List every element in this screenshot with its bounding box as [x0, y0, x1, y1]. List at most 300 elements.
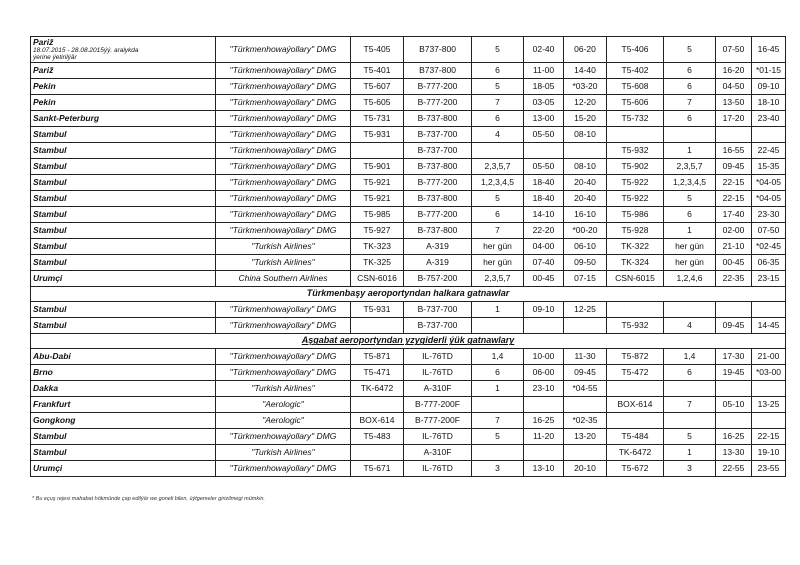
arrival-back-cell: 23-30 [752, 207, 786, 223]
aircraft-cell: B-737-700 [404, 143, 472, 159]
city-cell: Stambul [31, 159, 216, 175]
table-row [31, 191, 786, 207]
city-note: ýerine ýetirilýär [33, 53, 77, 61]
arrival-back-cell [752, 381, 786, 397]
section-title: Aşgabat aeroportyndan yzygiderli ýük gatnawlary [31, 334, 786, 349]
departure-back-cell: 09-45 [716, 159, 752, 175]
airline-cell: "Türkmenhowaýollary" DMG [216, 127, 351, 143]
arrival-cell [564, 143, 607, 159]
arrival-back-cell: 23-55 [752, 461, 786, 477]
flight-out-cell: T5-405 [351, 37, 404, 63]
departure-cell: 02-40 [524, 37, 564, 63]
arrival-cell: 20-10 [564, 461, 607, 477]
arrival-back-cell: *01-15 [752, 63, 786, 79]
flight-schedule-table [30, 36, 786, 477]
departure-cell: 11-00 [524, 63, 564, 79]
departure-cell: 05-50 [524, 127, 564, 143]
city-cell: Urumçi [31, 271, 216, 287]
arrival-back-cell: 07-50 [752, 223, 786, 239]
days-out-cell [472, 143, 524, 159]
days-out-cell: 7 [472, 95, 524, 111]
table-row [31, 429, 786, 445]
city-cell: Stambul [31, 143, 216, 159]
departure-back-cell: 04-50 [716, 79, 752, 95]
city-cell: Stambul [31, 223, 216, 239]
airline-cell: "Turkish Airlines" [216, 255, 351, 271]
airline-cell: "Türkmenhowaýollary" DMG [216, 302, 351, 318]
days-out-cell [472, 397, 524, 413]
flight-back-cell: T5-608 [607, 79, 664, 95]
flight-out-cell: T5-901 [351, 159, 404, 175]
city-cell [31, 37, 216, 63]
flight-back-cell: T5-732 [607, 111, 664, 127]
departure-cell: 13-10 [524, 461, 564, 477]
arrival-back-cell: 21-00 [752, 349, 786, 365]
arrival-cell: 12-20 [564, 95, 607, 111]
aircraft-cell: IL-76TD [404, 429, 472, 445]
departure-cell: 18-40 [524, 175, 564, 191]
arrival-cell [564, 318, 607, 334]
city-cell: Pekin [31, 95, 216, 111]
airline-cell: "Türkmenhowaýollary" DMG [216, 159, 351, 175]
airline-cell: "Türkmenhowaýollary" DMG [216, 461, 351, 477]
departure-back-cell: 09-45 [716, 318, 752, 334]
city-cell: Frankfurt [31, 397, 216, 413]
airline-cell: "Turkish Airlines" [216, 239, 351, 255]
days-back-cell: 7 [664, 397, 716, 413]
arrival-cell: 09-45 [564, 365, 607, 381]
table-row [31, 175, 786, 191]
arrival-back-cell: 19-10 [752, 445, 786, 461]
table-row [31, 349, 786, 365]
days-out-cell [472, 318, 524, 334]
airline-cell: "Türkmenhowaýollary" DMG [216, 223, 351, 239]
arrival-back-cell: 15-35 [752, 159, 786, 175]
days-back-cell: 2,3,5,7 [664, 159, 716, 175]
arrival-cell: 08-10 [564, 127, 607, 143]
table-row [31, 381, 786, 397]
departure-cell: 14-10 [524, 207, 564, 223]
departure-back-cell: 16-55 [716, 143, 752, 159]
aircraft-cell: B-737-700 [404, 318, 472, 334]
arrival-cell: *04-55 [564, 381, 607, 397]
arrival-cell: 08-10 [564, 159, 607, 175]
airline-cell: "Türkmenhowaýollary" DMG [216, 429, 351, 445]
city-name: Pariž [33, 36, 54, 47]
departure-cell: 10-00 [524, 349, 564, 365]
departure-back-cell: 07-50 [716, 37, 752, 63]
arrival-cell: 07-15 [564, 271, 607, 287]
city-cell: Pariž [31, 63, 216, 79]
departure-back-cell [716, 127, 752, 143]
days-back-cell: 1,4 [664, 349, 716, 365]
aircraft-cell: B-777-200 [404, 79, 472, 95]
departure-cell: 07-40 [524, 255, 564, 271]
departure-cell: 11-20 [524, 429, 564, 445]
days-out-cell: 5 [472, 37, 524, 63]
city-cell: Stambul [31, 207, 216, 223]
table-row [31, 397, 786, 413]
departure-cell: 13-00 [524, 111, 564, 127]
airline-cell: "Türkmenhowaýollary" DMG [216, 63, 351, 79]
arrival-back-cell: *03-00 [752, 365, 786, 381]
airline-cell: "Türkmenhowaýollary" DMG [216, 191, 351, 207]
aircraft-cell: B-777-200 [404, 207, 472, 223]
departure-cell: 04-00 [524, 239, 564, 255]
airline-cell: "Türkmenhowaýollary" DMG [216, 365, 351, 381]
city-cell: Stambul [31, 445, 216, 461]
airline-cell: "Turkish Airlines" [216, 445, 351, 461]
departure-cell: 03-05 [524, 95, 564, 111]
departure-back-cell [716, 413, 752, 429]
arrival-back-cell [752, 413, 786, 429]
arrival-back-cell: 06-35 [752, 255, 786, 271]
city-cell: Urumçi [31, 461, 216, 477]
departure-back-cell: 22-15 [716, 175, 752, 191]
departure-back-cell: 13-50 [716, 95, 752, 111]
departure-back-cell [716, 381, 752, 397]
flight-out-cell: T5-605 [351, 95, 404, 111]
days-back-cell [664, 302, 716, 318]
flight-out-cell: T5-871 [351, 349, 404, 365]
airline-cell: "Aerologic" [216, 413, 351, 429]
flight-out-cell: T5-931 [351, 127, 404, 143]
arrival-cell: 06-20 [564, 37, 607, 63]
flight-back-cell: BOX-614 [607, 397, 664, 413]
aircraft-cell: B-777-200 [404, 95, 472, 111]
departure-back-cell: 22-35 [716, 271, 752, 287]
airline-cell: "Türkmenhowaýollary" DMG [216, 37, 351, 63]
departure-cell: 18-05 [524, 79, 564, 95]
departure-cell [524, 143, 564, 159]
city-cell: Stambul [31, 191, 216, 207]
days-back-cell: 6 [664, 365, 716, 381]
days-out-cell: 6 [472, 63, 524, 79]
arrival-cell: 13-20 [564, 429, 607, 445]
days-out-cell: 4 [472, 127, 524, 143]
city-cell: Abu-Dabi [31, 349, 216, 365]
arrival-back-cell: 22-45 [752, 143, 786, 159]
days-back-cell: 6 [664, 79, 716, 95]
table-row [31, 143, 786, 159]
flight-out-cell: T5-921 [351, 191, 404, 207]
aircraft-cell: IL-76TD [404, 349, 472, 365]
departure-back-cell: 17-20 [716, 111, 752, 127]
arrival-back-cell [752, 302, 786, 318]
table-row [31, 207, 786, 223]
departure-back-cell [716, 302, 752, 318]
days-back-cell: 5 [664, 37, 716, 63]
departure-cell: 18-40 [524, 191, 564, 207]
days-back-cell [664, 127, 716, 143]
flight-out-cell: BOX-614 [351, 413, 404, 429]
days-back-cell [664, 381, 716, 397]
flight-back-cell: TK-322 [607, 239, 664, 255]
arrival-back-cell: 23-15 [752, 271, 786, 287]
days-back-cell: 5 [664, 429, 716, 445]
days-out-cell: 2,3,5,7 [472, 271, 524, 287]
departure-back-cell: 22-15 [716, 191, 752, 207]
arrival-back-cell: 23-40 [752, 111, 786, 127]
flight-out-cell: T5-671 [351, 461, 404, 477]
arrival-cell: *03-20 [564, 79, 607, 95]
arrival-back-cell: 13-25 [752, 397, 786, 413]
arrival-cell: 20-40 [564, 175, 607, 191]
days-out-cell: 1 [472, 302, 524, 318]
flight-out-cell: CSN-6016 [351, 271, 404, 287]
flight-back-cell: T5-472 [607, 365, 664, 381]
arrival-back-cell [752, 127, 786, 143]
table-row [31, 461, 786, 477]
departure-cell: 16-25 [524, 413, 564, 429]
departure-cell: 00-45 [524, 271, 564, 287]
schedule-body [31, 37, 786, 477]
flight-back-cell: TK-324 [607, 255, 664, 271]
arrival-back-cell: *04-05 [752, 191, 786, 207]
city-cell: Brno [31, 365, 216, 381]
days-out-cell: her gün [472, 255, 524, 271]
arrival-back-cell: 14-45 [752, 318, 786, 334]
arrival-back-cell: 16-45 [752, 37, 786, 63]
days-back-cell: 1,2,3,4,5 [664, 175, 716, 191]
aircraft-cell: A-319 [404, 255, 472, 271]
days-out-cell: 7 [472, 223, 524, 239]
days-out-cell: 7 [472, 413, 524, 429]
departure-cell: 09-10 [524, 302, 564, 318]
days-out-cell: 6 [472, 365, 524, 381]
arrival-cell: 20-40 [564, 191, 607, 207]
flight-back-cell [607, 381, 664, 397]
city-cell: Stambul [31, 127, 216, 143]
city-cell: Gongkong [31, 413, 216, 429]
airline-cell: "Türkmenhowaýollary" DMG [216, 207, 351, 223]
days-back-cell [664, 413, 716, 429]
departure-cell [524, 445, 564, 461]
airline-cell: "Türkmenhowaýollary" DMG [216, 79, 351, 95]
aircraft-cell: B737-800 [404, 63, 472, 79]
flight-back-cell: T5-922 [607, 191, 664, 207]
departure-back-cell: 02-00 [716, 223, 752, 239]
section-header-row [31, 334, 786, 349]
arrival-cell: 16-10 [564, 207, 607, 223]
footnote: * Bu eçuş rejesi mahabat hökmünde çap edilýär we goneli bilen, üýtgemeler girizilmegi mümkin. [32, 496, 265, 502]
city-cell: Stambul [31, 175, 216, 191]
flight-out-cell: T5-731 [351, 111, 404, 127]
aircraft-cell: A-319 [404, 239, 472, 255]
airline-cell: "Turkish Airlines" [216, 381, 351, 397]
city-cell: Pekin [31, 79, 216, 95]
days-out-cell: 1,2,3,4,5 [472, 175, 524, 191]
city-cell: Stambul [31, 318, 216, 334]
arrival-back-cell: *04-05 [752, 175, 786, 191]
airline-cell: China Southern Airlines [216, 271, 351, 287]
departure-cell [524, 397, 564, 413]
flight-back-cell: CSN-6015 [607, 271, 664, 287]
city-cell: Stambul [31, 302, 216, 318]
days-out-cell: 1 [472, 381, 524, 397]
flight-back-cell: T5-402 [607, 63, 664, 79]
arrival-cell: *00-20 [564, 223, 607, 239]
table-row [31, 95, 786, 111]
airline-cell: "Türkmenhowaýollary" DMG [216, 175, 351, 191]
days-out-cell [472, 445, 524, 461]
aircraft-cell: B-737-800 [404, 191, 472, 207]
flight-out-cell: T5-607 [351, 79, 404, 95]
aircraft-cell: B-757-200 [404, 271, 472, 287]
table-row [31, 159, 786, 175]
departure-cell: 05-50 [524, 159, 564, 175]
arrival-cell: 11-30 [564, 349, 607, 365]
arrival-cell: 06-10 [564, 239, 607, 255]
departure-back-cell: 22-55 [716, 461, 752, 477]
flight-out-cell: TK-323 [351, 239, 404, 255]
flight-back-cell: T5-606 [607, 95, 664, 111]
arrival-back-cell: *02-45 [752, 239, 786, 255]
table-row [31, 302, 786, 318]
flight-out-cell [351, 397, 404, 413]
departure-cell: 23-10 [524, 381, 564, 397]
table-row [31, 63, 786, 79]
section-title: Türkmenbaşy aeroportyndan halkara gatnawlar [31, 287, 786, 302]
arrival-cell: 15-20 [564, 111, 607, 127]
days-back-cell: 6 [664, 63, 716, 79]
airline-cell: "Türkmenhowaýollary" DMG [216, 349, 351, 365]
arrival-back-cell: 18-10 [752, 95, 786, 111]
flight-out-cell: T5-401 [351, 63, 404, 79]
arrival-back-cell: 09-10 [752, 79, 786, 95]
flight-out-cell [351, 143, 404, 159]
table-row [31, 37, 786, 63]
aircraft-cell: IL-76TD [404, 365, 472, 381]
table-row [31, 271, 786, 287]
table-row [31, 127, 786, 143]
airline-cell: "Türkmenhowaýollary" DMG [216, 143, 351, 159]
days-back-cell: 4 [664, 318, 716, 334]
aircraft-cell: B-737-800 [404, 223, 472, 239]
city-cell: Stambul [31, 429, 216, 445]
arrival-cell: 12-25 [564, 302, 607, 318]
days-out-cell: 5 [472, 191, 524, 207]
flight-back-cell: T5-932 [607, 318, 664, 334]
arrival-cell: 14-40 [564, 63, 607, 79]
table-row [31, 365, 786, 381]
days-back-cell: 1,2,4,6 [664, 271, 716, 287]
table-row [31, 79, 786, 95]
days-back-cell: 6 [664, 111, 716, 127]
arrival-back-cell: 22-15 [752, 429, 786, 445]
departure-back-cell: 17-40 [716, 207, 752, 223]
departure-back-cell: 13-30 [716, 445, 752, 461]
days-out-cell: 6 [472, 111, 524, 127]
aircraft-cell: B737-800 [404, 37, 472, 63]
days-back-cell: 1 [664, 445, 716, 461]
table-row [31, 255, 786, 271]
departure-back-cell: 16-25 [716, 429, 752, 445]
flight-back-cell: T5-872 [607, 349, 664, 365]
days-back-cell: 7 [664, 95, 716, 111]
arrival-cell: *02-35 [564, 413, 607, 429]
aircraft-cell: B-777-200 [404, 175, 472, 191]
flight-back-cell [607, 127, 664, 143]
table-row [31, 413, 786, 429]
days-out-cell: her gün [472, 239, 524, 255]
flight-back-cell: T5-928 [607, 223, 664, 239]
days-out-cell: 2,3,5,7 [472, 159, 524, 175]
flight-back-cell: T5-484 [607, 429, 664, 445]
airline-cell: "Türkmenhowaýollary" DMG [216, 95, 351, 111]
flight-back-cell: T5-932 [607, 143, 664, 159]
days-back-cell: 5 [664, 191, 716, 207]
departure-back-cell: 19-45 [716, 365, 752, 381]
flight-out-cell: T5-471 [351, 365, 404, 381]
aircraft-cell: A-310F [404, 445, 472, 461]
departure-back-cell: 16-20 [716, 63, 752, 79]
flight-out-cell [351, 318, 404, 334]
departure-cell: 06-00 [524, 365, 564, 381]
table-row [31, 445, 786, 461]
table-row [31, 223, 786, 239]
aircraft-cell: B-737-800 [404, 111, 472, 127]
arrival-cell [564, 445, 607, 461]
airline-cell: "Türkmenhowaýollary" DMG [216, 111, 351, 127]
table-row [31, 111, 786, 127]
days-out-cell: 3 [472, 461, 524, 477]
aircraft-cell: B-737-700 [404, 302, 472, 318]
flight-back-cell: T5-672 [607, 461, 664, 477]
days-back-cell: 3 [664, 461, 716, 477]
days-out-cell: 5 [472, 79, 524, 95]
city-note: 18.07.2015 - 28.08.2015ýý. aralykda [33, 46, 139, 54]
flight-back-cell: T5-922 [607, 175, 664, 191]
departure-cell: 22-20 [524, 223, 564, 239]
city-cell: Sankt-Peterburg [31, 111, 216, 127]
departure-back-cell: 05-10 [716, 397, 752, 413]
flight-out-cell: T5-931 [351, 302, 404, 318]
city-cell: Stambul [31, 239, 216, 255]
airline-cell: "Türkmenhowaýollary" DMG [216, 318, 351, 334]
flight-back-cell [607, 302, 664, 318]
flight-back-cell: T5-986 [607, 207, 664, 223]
days-back-cell: her gün [664, 239, 716, 255]
days-out-cell: 6 [472, 207, 524, 223]
airline-cell: "Aerologic" [216, 397, 351, 413]
days-out-cell: 5 [472, 429, 524, 445]
flight-out-cell: TK-6472 [351, 381, 404, 397]
aircraft-cell: B-737-700 [404, 127, 472, 143]
aircraft-cell: B-777-200F [404, 413, 472, 429]
departure-back-cell: 00-45 [716, 255, 752, 271]
flight-out-cell: T5-921 [351, 175, 404, 191]
aircraft-cell: B-737-800 [404, 159, 472, 175]
days-out-cell: 1,4 [472, 349, 524, 365]
flight-out-cell [351, 445, 404, 461]
arrival-cell: 09-50 [564, 255, 607, 271]
flight-back-cell [607, 413, 664, 429]
departure-back-cell: 17-30 [716, 349, 752, 365]
aircraft-cell: A-310F [404, 381, 472, 397]
days-back-cell: 1 [664, 223, 716, 239]
days-back-cell: 6 [664, 207, 716, 223]
flight-out-cell: T5-927 [351, 223, 404, 239]
flight-back-cell: TK-6472 [607, 445, 664, 461]
days-back-cell: her gün [664, 255, 716, 271]
flight-back-cell: T5-406 [607, 37, 664, 63]
section-header-row [31, 287, 786, 302]
city-cell: Stambul [31, 255, 216, 271]
flight-out-cell: T5-483 [351, 429, 404, 445]
table-row [31, 318, 786, 334]
aircraft-cell: IL-76TD [404, 461, 472, 477]
